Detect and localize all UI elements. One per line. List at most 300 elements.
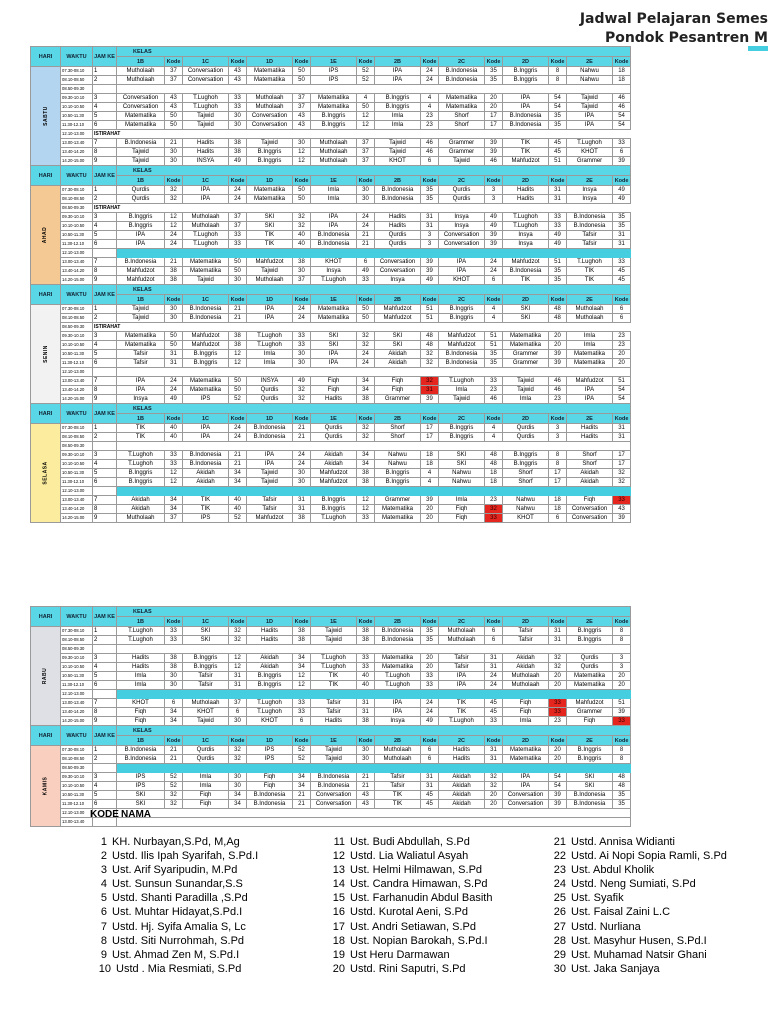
schedule-row: [31, 764, 631, 773]
teacher-entry: [93, 934, 258, 948]
teacher-entry: [93, 849, 258, 863]
subject-cell: Fiqh: [503, 708, 549, 717]
subject-cell: Matematika: [117, 332, 165, 341]
teacher-code-cell: 38: [357, 469, 375, 478]
teacher-code-cell: 50: [293, 67, 311, 76]
schedule-row: [31, 672, 631, 681]
schedule-row: [31, 395, 631, 404]
teacher-code-cell: 20: [549, 746, 567, 755]
subject-cell: KHOT: [117, 699, 165, 708]
teacher-code-cell: 38: [229, 332, 247, 341]
subject-cell: Conversation: [567, 505, 613, 514]
header-row: [31, 726, 631, 736]
subject-cell: Qurdis: [567, 654, 613, 663]
class-name-header: 2C: [439, 617, 485, 627]
subject-cell: B.Indonesia: [311, 240, 357, 249]
teacher-code-cell: 51: [421, 305, 439, 314]
class-name-header: 1E: [311, 617, 357, 627]
subject-cell: T.Lughoh: [117, 451, 165, 460]
teacher-code-cell: 12: [165, 469, 183, 478]
schedule-row: [31, 276, 631, 285]
class-name-header: 2D: [503, 295, 549, 305]
jam-ke-cell: 2: [93, 76, 117, 85]
time-slot: 09.30-10.10: [61, 654, 93, 663]
subject-cell: INSYA: [183, 157, 229, 166]
class-name-header: 1D: [247, 295, 293, 305]
subject-cell: B.Indonesia: [183, 314, 229, 323]
subject-cell: IPA: [311, 222, 357, 231]
kode-header: Kode: [549, 617, 567, 627]
subject-cell: IPS: [247, 746, 293, 755]
teacher-code-cell: 45: [421, 791, 439, 800]
jam-ke-cell: 6: [93, 681, 117, 690]
hari-header: HARI: [31, 607, 61, 627]
conflict-code-cell: 32: [421, 377, 439, 386]
time-slot: 12.10-13.00: [61, 487, 93, 496]
subject-cell: IPA: [247, 460, 293, 469]
teacher-code-cell: 6: [421, 755, 439, 764]
kode-header: Kode: [485, 176, 503, 186]
class-name-header: 1C: [183, 736, 229, 746]
jam-ke-cell: 2: [93, 755, 117, 764]
schedule-row: [31, 717, 631, 726]
subject-cell: Matematika: [375, 505, 421, 514]
subject-cell: Nahwu: [503, 505, 549, 514]
subject-cell: Matematika: [117, 121, 165, 130]
subject-cell: Mutholaah: [247, 103, 293, 112]
teacher-code: 16: [332, 906, 345, 919]
subject-cell: Hadits: [375, 222, 421, 231]
subject-cell: Tajwid: [183, 121, 229, 130]
schedule-row: [31, 460, 631, 469]
teacher-code-cell: 33: [165, 636, 183, 645]
teacher-code-cell: 30: [165, 681, 183, 690]
kode-header: Kode: [293, 617, 311, 627]
teacher-code-cell: 8: [613, 636, 631, 645]
teacher-code-cell: 21: [229, 460, 247, 469]
teacher-code-cell: 39: [613, 157, 631, 166]
teacher-code-cell: 51: [549, 258, 567, 267]
teacher-code-cell: 49: [613, 186, 631, 195]
schedule-row: [31, 627, 631, 636]
subject-cell: IPA: [117, 240, 165, 249]
subject-cell: KHOT: [311, 258, 357, 267]
teacher-code-cell: 52: [165, 782, 183, 791]
teacher-code-cell: 30: [357, 195, 375, 204]
subject-cell: Mutholaah: [247, 276, 293, 285]
time-slot: 12.10-13.00: [61, 130, 93, 139]
class-name-header: 2C: [439, 295, 485, 305]
teacher-code-cell: 51: [485, 332, 503, 341]
jam-ke-cell: 8: [93, 386, 117, 395]
teacher-code-cell: 50: [357, 103, 375, 112]
subject-cell: IPA: [311, 350, 357, 359]
teacher-code-cell: 48: [613, 773, 631, 782]
subject-cell: Tafsir: [117, 350, 165, 359]
subject-cell: IPA: [375, 76, 421, 85]
day-name: SELASA: [42, 461, 49, 485]
subject-cell: Nahwu: [567, 67, 613, 76]
teacher-code-cell: 21: [357, 773, 375, 782]
jam-ke-cell: 1: [93, 746, 117, 755]
page-title: [566, 10, 768, 50]
teacher-list: [90, 808, 768, 975]
teacher-code-cell: 33: [293, 332, 311, 341]
kode-header: Kode: [229, 617, 247, 627]
subject-cell: Grammer: [567, 708, 613, 717]
subject-cell: Hadits: [311, 717, 357, 726]
teacher-code-cell: 3: [421, 231, 439, 240]
kode-header: Kode: [613, 57, 631, 67]
time-slot: 07.30-08.10: [61, 67, 93, 76]
teacher-code-cell: 12: [293, 148, 311, 157]
teacher-code-cell: 21: [357, 240, 375, 249]
class-name-header: 1B: [117, 736, 165, 746]
class-name-header: 2B: [375, 414, 421, 424]
subject-cell: KHOT: [375, 157, 421, 166]
subject-cell: B.Inggris: [117, 478, 165, 487]
subject-cell: Grammer: [503, 359, 549, 368]
conflict-code-cell: 33: [485, 514, 503, 523]
jam-ke-cell: 7: [93, 496, 117, 505]
teacher-code-cell: 49: [485, 213, 503, 222]
subject-cell: Akidah: [439, 782, 485, 791]
teacher-code-cell: 39: [549, 359, 567, 368]
teacher-code-cell: 54: [549, 103, 567, 112]
subject-cell: IPS: [183, 395, 229, 404]
jam-ke-cell: 1: [93, 424, 117, 433]
subject-cell: Matematika: [503, 755, 549, 764]
teacher-code-cell: 31: [613, 424, 631, 433]
teacher-code-cell: 32: [613, 469, 631, 478]
teacher-code-cell: 6: [485, 276, 503, 285]
subject-cell: T.Lughoh: [183, 231, 229, 240]
teacher-code-cell: 24: [357, 359, 375, 368]
teacher-code-cell: 18: [421, 451, 439, 460]
teacher-entry: [93, 835, 258, 849]
waktu-header: WAKTU: [61, 404, 93, 424]
subject-cell: IPA: [375, 699, 421, 708]
subject-cell: Akidah: [503, 663, 549, 672]
class-name-header: 2B: [375, 736, 421, 746]
subject-cell: Qurdis: [439, 195, 485, 204]
teacher-code-cell: 38: [293, 514, 311, 523]
kode-header: Kode: [293, 736, 311, 746]
teacher-code-cell: 33: [229, 231, 247, 240]
teacher-code-cell: 20: [613, 681, 631, 690]
subject-cell: T.Lughoh: [311, 654, 357, 663]
teacher-code-cell: 32: [613, 478, 631, 487]
jam-ke-cell: 5: [93, 112, 117, 121]
teacher-name: Ust. Farhanudin Abdul Basith: [350, 892, 493, 905]
subject-cell: Akidah: [375, 359, 421, 368]
teacher-code-cell: 21: [293, 791, 311, 800]
teacher-code-cell: 34: [357, 460, 375, 469]
teacher-code-cell: 24: [229, 433, 247, 442]
subject-cell: Tajwid: [375, 139, 421, 148]
subject-cell: T.Lughoh: [503, 213, 549, 222]
header-row: [31, 166, 631, 176]
subject-cell: Tafsir: [567, 231, 613, 240]
subject-cell: Tajwid: [439, 395, 485, 404]
subject-cell: Imla: [375, 121, 421, 130]
jam-ke-cell: 6: [93, 800, 117, 809]
title-line-1: Jadwal Pelajaran Semes: [579, 11, 768, 27]
teacher-code-cell: 24: [165, 231, 183, 240]
teacher-code-cell: 50: [165, 341, 183, 350]
teacher-entry: [548, 863, 727, 877]
subject-cell: B.Indonesia: [439, 359, 485, 368]
subject-cell: SKI: [311, 341, 357, 350]
subject-cell: T.Lughoh: [183, 240, 229, 249]
subject-cell: B.Inggris: [375, 103, 421, 112]
teacher-name: Ustd. Lia Waliatul Asyah: [350, 850, 469, 863]
subject-cell: Akidah: [117, 505, 165, 514]
teacher-code-cell: 31: [549, 186, 567, 195]
subject-cell: Akidah: [439, 773, 485, 782]
jam-cell: [93, 645, 117, 654]
subject-cell: Mahfudzot: [375, 305, 421, 314]
teacher-code: 18: [332, 934, 345, 947]
schedule-row: [31, 699, 631, 708]
kode-header: Kode: [229, 295, 247, 305]
subject-cell: B.Indonesia: [183, 451, 229, 460]
teacher-code-cell: 23: [613, 332, 631, 341]
schedule-row: [31, 186, 631, 195]
teacher-name: Ustd. Rini Saputri, S.Pd: [350, 962, 466, 975]
teacher-code-cell: 23: [613, 341, 631, 350]
teacher-entry: [327, 920, 492, 934]
teacher-code-cell: 37: [229, 213, 247, 222]
jam-ke-header: JAM KE: [93, 285, 117, 305]
teacher-code-cell: 31: [229, 681, 247, 690]
subject-cell: B.Inggris: [311, 505, 357, 514]
teacher-code-cell: 49: [229, 157, 247, 166]
subject-cell: Qurdis: [247, 395, 293, 404]
teacher-code-cell: 3: [549, 433, 567, 442]
schedule-row: [31, 94, 631, 103]
teacher-list-header: [90, 808, 768, 822]
teacher-name: Ust. Masyhur Husen, S.Pd.I: [571, 934, 707, 947]
teacher-column-2: [327, 835, 492, 976]
kode-header: Kode: [549, 736, 567, 746]
teacher-code-cell: 20: [613, 672, 631, 681]
schedule-row: [31, 222, 631, 231]
teacher-code-cell: 6: [229, 708, 247, 717]
subject-cell: Insya: [375, 717, 421, 726]
teacher-code-cell: 43: [165, 103, 183, 112]
subject-cell: Insya: [503, 231, 549, 240]
class-header-row: [31, 57, 631, 67]
teacher-code-cell: 17: [549, 469, 567, 478]
subject-cell: B.Indonesia: [247, 424, 293, 433]
subject-cell: B.Indonesia: [311, 773, 357, 782]
teacher-code-cell: 24: [485, 267, 503, 276]
teacher-code-cell: 6: [293, 717, 311, 726]
time-slot: 13.00-13.40: [61, 258, 93, 267]
subject-cell: T.Lughoh: [247, 332, 293, 341]
subject-cell: Fiqh: [503, 699, 549, 708]
conflict-code-cell: 33: [549, 708, 567, 717]
subject-cell: IPA: [567, 386, 613, 395]
teacher-code-cell: 30: [165, 148, 183, 157]
subject-cell: Insya: [503, 240, 549, 249]
subject-cell: Mutholaah: [311, 157, 357, 166]
teacher-code-cell: 21: [293, 433, 311, 442]
teacher-code-cell: 35: [549, 121, 567, 130]
subject-cell: Hadits: [183, 139, 229, 148]
kode-header: Kode: [485, 414, 503, 424]
subject-cell: B.Inggris: [503, 451, 549, 460]
schedule-row: [31, 386, 631, 395]
subject-cell: Mutholaah: [503, 681, 549, 690]
subject-cell: Tajwid: [311, 627, 357, 636]
teacher-code-cell: 6: [165, 699, 183, 708]
kode-header: Kode: [229, 736, 247, 746]
subject-cell: Imla: [247, 359, 293, 368]
subject-cell: Nahwu: [439, 478, 485, 487]
time-slot: 14.20-15.00: [61, 157, 93, 166]
teacher-name: Ust. Arif Syaripudin, M.Pd: [112, 864, 238, 877]
day-label: [31, 424, 61, 523]
jam-cell: [93, 764, 117, 773]
subject-cell: Conversation: [183, 76, 229, 85]
subject-cell: Tajwid: [567, 103, 613, 112]
teacher-name: Ust. Budi Abdullah, S.Pd: [350, 836, 470, 848]
teacher-code-cell: 33: [229, 94, 247, 103]
kelas-header: KELAS: [117, 404, 631, 414]
schedule-row: [31, 654, 631, 663]
teacher-code-cell: 12: [229, 350, 247, 359]
teacher-code-cell: 24: [229, 424, 247, 433]
class-name-header: 2C: [439, 176, 485, 186]
subject-cell: Matematika: [567, 672, 613, 681]
teacher-code-cell: 34: [165, 496, 183, 505]
day-name: SENIN: [42, 345, 49, 363]
teacher-code-cell: 34: [165, 505, 183, 514]
teacher-code-cell: 48: [421, 341, 439, 350]
subject-cell: TIK: [503, 148, 549, 157]
subject-cell: T.Lughoh: [503, 222, 549, 231]
teacher-entry: [327, 877, 492, 891]
subject-cell: IPS: [311, 76, 357, 85]
time-slot: 08.10-08.50: [61, 755, 93, 764]
kode-header: Kode: [421, 57, 439, 67]
time-slot: 11.30-12.10: [61, 359, 93, 368]
subject-cell: Akidah: [117, 496, 165, 505]
hari-header: HARI: [31, 285, 61, 305]
jam-ke-cell: 5: [93, 350, 117, 359]
teacher-code-cell: 34: [293, 773, 311, 782]
teacher-code-cell: 37: [293, 276, 311, 285]
teacher-code-cell: 33: [357, 514, 375, 523]
subject-cell: T.Lughoh: [567, 139, 613, 148]
kode-header: Kode: [421, 295, 439, 305]
teacher-code-cell: 35: [613, 791, 631, 800]
teacher-column-3: [548, 835, 727, 976]
teacher-name: Ustd. Shanti Paradilla ,S.Pd: [112, 892, 248, 905]
subject-cell: Tajwid: [247, 478, 293, 487]
subject-cell: T.Lughoh: [117, 636, 165, 645]
time-slot: 13.00-13.40: [61, 699, 93, 708]
jam-cell: [93, 85, 117, 94]
teacher-entry: [93, 905, 258, 919]
subject-cell: SKI: [117, 800, 165, 809]
subject-cell: Qurdis: [439, 186, 485, 195]
teacher-name: Ustd. Ai Nopi Sopia Ramli, S.Pd: [571, 850, 727, 863]
jam-ke-cell: 5: [93, 469, 117, 478]
jam-ke-cell: 4: [93, 103, 117, 112]
subject-cell: Tafsir: [183, 672, 229, 681]
teacher-code-cell: 24: [357, 213, 375, 222]
teacher-code-cell: 17: [421, 424, 439, 433]
subject-cell: Tafsir: [439, 663, 485, 672]
schedule-row: [31, 368, 631, 377]
subject-cell: Matematika: [183, 377, 229, 386]
subject-cell: TIK: [311, 681, 357, 690]
subject-cell: Imla: [567, 332, 613, 341]
subject-cell: Mutholaah: [567, 305, 613, 314]
subject-cell: B.Indonesia: [183, 460, 229, 469]
teacher-code-cell: 33: [293, 699, 311, 708]
teacher-code: 23: [553, 864, 566, 877]
kode-header: Kode: [165, 295, 183, 305]
teacher-code-cell: 3: [485, 195, 503, 204]
teacher-code-cell: 23: [549, 395, 567, 404]
subject-cell: Tafsir: [183, 681, 229, 690]
teacher-code-cell: 32: [485, 773, 503, 782]
teacher-name: Ustd. Siti Nurrohmah, S.Pd: [112, 934, 245, 947]
teacher-code-cell: 46: [485, 157, 503, 166]
subject-cell: SKI: [567, 773, 613, 782]
subject-cell: T.Lughoh: [439, 377, 485, 386]
teacher-name: Ust. Nopian Barokah, S.Pd.I: [350, 934, 488, 947]
teacher-entry: [327, 849, 492, 863]
subject-cell: Akidah: [503, 654, 549, 663]
kode-header: Kode: [293, 57, 311, 67]
teacher-code-cell: 23: [421, 121, 439, 130]
subject-cell: Mahfudzot: [503, 157, 549, 166]
teacher-code-cell: 37: [357, 157, 375, 166]
schedule-row: [31, 681, 631, 690]
teacher-code-cell: 20: [549, 672, 567, 681]
subject-cell: Shorf: [567, 451, 613, 460]
teacher-code-cell: 30: [229, 276, 247, 285]
teacher-code-cell: 12: [293, 672, 311, 681]
subject-cell: Akidah: [247, 663, 293, 672]
subject-cell: IPS: [117, 782, 165, 791]
subject-cell: Akidah: [567, 478, 613, 487]
class-name-header: 1D: [247, 736, 293, 746]
teacher-code: 1: [100, 836, 107, 848]
subject-cell: Shorf: [439, 112, 485, 121]
teacher-code-cell: 32: [357, 332, 375, 341]
teacher-code-cell: 33: [357, 654, 375, 663]
time-slot: 10.10-10.50: [61, 782, 93, 791]
teacher-code: 8: [100, 934, 107, 947]
subject-cell: Mahfudzot: [567, 377, 613, 386]
subject-cell: Grammer: [503, 350, 549, 359]
teacher-code: 7: [100, 920, 107, 933]
subject-cell: Akidah: [567, 469, 613, 478]
teacher-code-cell: 34: [357, 377, 375, 386]
schedule-row: [31, 267, 631, 276]
subject-cell: B.Indonesia: [117, 139, 165, 148]
subject-cell: IPS: [311, 67, 357, 76]
subject-cell: INSYA: [247, 377, 293, 386]
teacher-code-cell: 32: [357, 341, 375, 350]
day-name: AHAD: [42, 226, 49, 244]
